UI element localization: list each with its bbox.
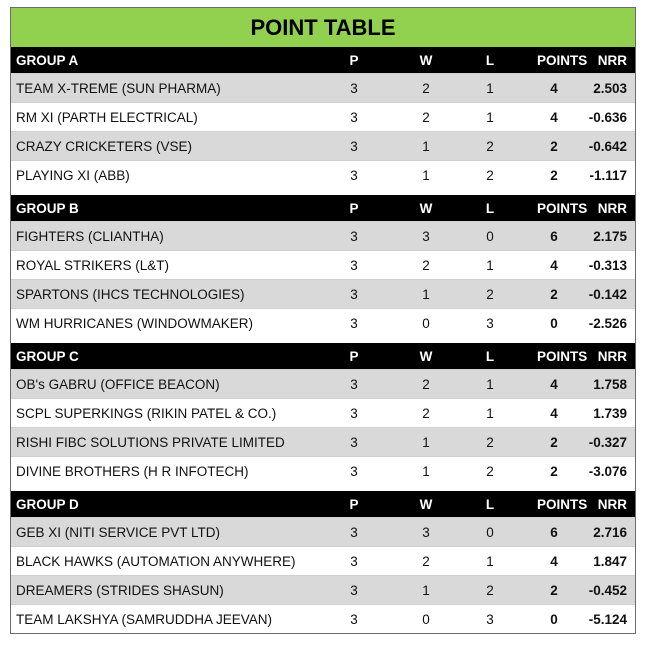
table-row xyxy=(11,546,635,575)
table-row xyxy=(11,160,635,189)
nrr-cell: -0.313 xyxy=(588,257,627,273)
played-cell: 3 xyxy=(350,286,358,302)
team-name: SCPL SUPERKINGS (RIKIN PATEL & CO.) xyxy=(16,405,277,421)
won-cell: 2 xyxy=(422,109,430,125)
points-cell: 2 xyxy=(550,582,558,598)
nrr-cell: 2.503 xyxy=(593,80,627,96)
won-cell: 2 xyxy=(422,553,430,569)
lost-cell: 1 xyxy=(486,376,494,392)
points-cell: 6 xyxy=(550,228,558,244)
column-header-p: P xyxy=(349,496,359,512)
group-header xyxy=(11,343,635,369)
group-header xyxy=(11,47,635,73)
won-cell: 0 xyxy=(422,315,430,331)
column-header-points: POINTS xyxy=(537,52,588,68)
nrr-cell: 2.716 xyxy=(593,524,627,540)
played-cell: 3 xyxy=(350,434,358,450)
column-header-nrr: NRR xyxy=(597,496,627,512)
column-header-points: POINTS xyxy=(537,496,588,512)
team-name: CRAZY CRICKETERS (VSE) xyxy=(16,138,193,154)
lost-cell: 2 xyxy=(486,463,494,479)
team-name: ROYAL STRIKERS (L&T) xyxy=(16,257,170,273)
won-cell: 3 xyxy=(422,228,430,244)
team-name: RISHI FIBC SOLUTIONS PRIVATE LIMITED xyxy=(16,434,285,450)
column-header-w: W xyxy=(419,52,433,68)
nrr-cell: -0.636 xyxy=(588,109,627,125)
team-name: RM XI (PARTH ELECTRICAL) xyxy=(16,109,198,125)
played-cell: 3 xyxy=(350,138,358,154)
played-cell: 3 xyxy=(350,611,358,627)
team-name: BLACK HAWKS (AUTOMATION ANYWHERE) xyxy=(16,553,296,569)
played-cell: 3 xyxy=(350,80,358,96)
team-name: GEB XI (NITI SERVICE PVT LTD) xyxy=(16,524,221,540)
lost-cell: 1 xyxy=(486,405,494,421)
group-name: GROUP D xyxy=(16,496,79,512)
lost-cell: 2 xyxy=(486,434,494,450)
played-cell: 3 xyxy=(350,109,358,125)
points-cell: 6 xyxy=(550,524,558,540)
point-table xyxy=(10,7,636,634)
nrr-cell: -3.076 xyxy=(588,463,627,479)
column-header-points: POINTS xyxy=(537,348,588,364)
column-header-l: L xyxy=(485,496,495,512)
table-row xyxy=(11,427,635,456)
nrr-cell: 1.847 xyxy=(593,553,627,569)
team-name: TEAM LAKSHYA (SAMRUDDHA JEEVAN) xyxy=(16,611,273,627)
group-name: GROUP A xyxy=(16,52,79,68)
table-row xyxy=(11,250,635,279)
group-name: GROUP C xyxy=(16,348,79,364)
lost-cell: 1 xyxy=(486,80,494,96)
column-header-p: P xyxy=(349,52,359,68)
won-cell: 1 xyxy=(422,167,430,183)
group-header xyxy=(11,491,635,517)
played-cell: 3 xyxy=(350,257,358,273)
team-name: OB's GABRU (OFFICE BEACON) xyxy=(16,376,220,392)
points-cell: 4 xyxy=(550,80,558,96)
won-cell: 3 xyxy=(422,524,430,540)
team-name: FIGHTERS (CLIANTHA) xyxy=(16,228,164,244)
points-cell: 2 xyxy=(550,138,558,154)
points-cell: 4 xyxy=(550,405,558,421)
played-cell: 3 xyxy=(350,553,358,569)
group-header xyxy=(11,195,635,221)
table-row xyxy=(11,73,635,102)
points-cell: 4 xyxy=(550,257,558,273)
table-row xyxy=(11,102,635,131)
lost-cell: 3 xyxy=(486,315,494,331)
column-header-points: POINTS xyxy=(537,200,588,216)
nrr-cell: -5.124 xyxy=(588,611,627,627)
team-name: PLAYING XI (ABB) xyxy=(16,167,130,183)
lost-cell: 2 xyxy=(486,582,494,598)
played-cell: 3 xyxy=(350,582,358,598)
points-cell: 2 xyxy=(550,463,558,479)
won-cell: 2 xyxy=(422,257,430,273)
group-name: GROUP B xyxy=(16,200,79,216)
nrr-cell: -0.142 xyxy=(588,286,627,302)
won-cell: 0 xyxy=(422,611,430,627)
column-header-nrr: NRR xyxy=(597,348,627,364)
groups-container xyxy=(11,47,635,633)
table-row xyxy=(11,279,635,308)
nrr-cell: -0.327 xyxy=(588,434,627,450)
played-cell: 3 xyxy=(350,524,358,540)
table-row xyxy=(11,369,635,398)
nrr-cell: 2.175 xyxy=(593,228,627,244)
lost-cell: 2 xyxy=(486,286,494,302)
nrr-cell: -0.642 xyxy=(588,138,627,154)
nrr-cell: 1.739 xyxy=(593,405,627,421)
column-header-p: P xyxy=(349,348,359,364)
table-row xyxy=(11,517,635,546)
table-row xyxy=(11,221,635,250)
points-cell: 0 xyxy=(550,611,558,627)
points-cell: 2 xyxy=(550,286,558,302)
played-cell: 3 xyxy=(350,463,358,479)
column-header-l: L xyxy=(485,348,495,364)
lost-cell: 2 xyxy=(486,138,494,154)
lost-cell: 0 xyxy=(486,524,494,540)
won-cell: 1 xyxy=(422,434,430,450)
nrr-cell: -2.526 xyxy=(588,315,627,331)
lost-cell: 2 xyxy=(486,167,494,183)
played-cell: 3 xyxy=(350,376,358,392)
points-cell: 0 xyxy=(550,315,558,331)
column-header-w: W xyxy=(419,348,433,364)
column-header-nrr: NRR xyxy=(597,52,627,68)
page-title: POINT TABLE xyxy=(11,8,635,47)
table-row xyxy=(11,131,635,160)
table-row xyxy=(11,575,635,604)
team-name: WM HURRICANES (WINDOWMAKER) xyxy=(16,315,253,331)
team-name: DIVINE BROTHERS (H R INFOTECH) xyxy=(16,463,249,479)
nrr-cell: -0.452 xyxy=(588,582,627,598)
won-cell: 2 xyxy=(422,376,430,392)
points-cell: 2 xyxy=(550,167,558,183)
points-cell: 4 xyxy=(550,553,558,569)
played-cell: 3 xyxy=(350,228,358,244)
column-header-l: L xyxy=(485,200,495,216)
won-cell: 1 xyxy=(422,463,430,479)
lost-cell: 3 xyxy=(486,611,494,627)
won-cell: 2 xyxy=(422,405,430,421)
won-cell: 2 xyxy=(422,80,430,96)
lost-cell: 1 xyxy=(486,257,494,273)
played-cell: 3 xyxy=(350,405,358,421)
played-cell: 3 xyxy=(350,315,358,331)
team-name: TEAM X-TREME (SUN PHARMA) xyxy=(16,80,221,96)
column-header-l: L xyxy=(485,52,495,68)
points-cell: 2 xyxy=(550,434,558,450)
points-cell: 4 xyxy=(550,109,558,125)
lost-cell: 1 xyxy=(486,553,494,569)
won-cell: 1 xyxy=(422,286,430,302)
nrr-cell: 1.758 xyxy=(593,376,627,392)
column-header-p: P xyxy=(349,200,359,216)
column-header-nrr: NRR xyxy=(597,200,627,216)
column-header-w: W xyxy=(419,496,433,512)
table-row xyxy=(11,398,635,427)
nrr-cell: -1.117 xyxy=(589,167,627,183)
played-cell: 3 xyxy=(350,167,358,183)
column-header-w: W xyxy=(419,200,433,216)
lost-cell: 0 xyxy=(486,228,494,244)
table-row xyxy=(11,456,635,485)
table-row xyxy=(11,604,635,633)
table-row xyxy=(11,308,635,337)
points-cell: 4 xyxy=(550,376,558,392)
won-cell: 1 xyxy=(422,582,430,598)
won-cell: 1 xyxy=(422,138,430,154)
lost-cell: 1 xyxy=(486,109,494,125)
team-name: DREAMERS (STRIDES SHASUN) xyxy=(16,582,224,598)
team-name: SPARTONS (IHCS TECHNOLOGIES) xyxy=(16,286,245,302)
